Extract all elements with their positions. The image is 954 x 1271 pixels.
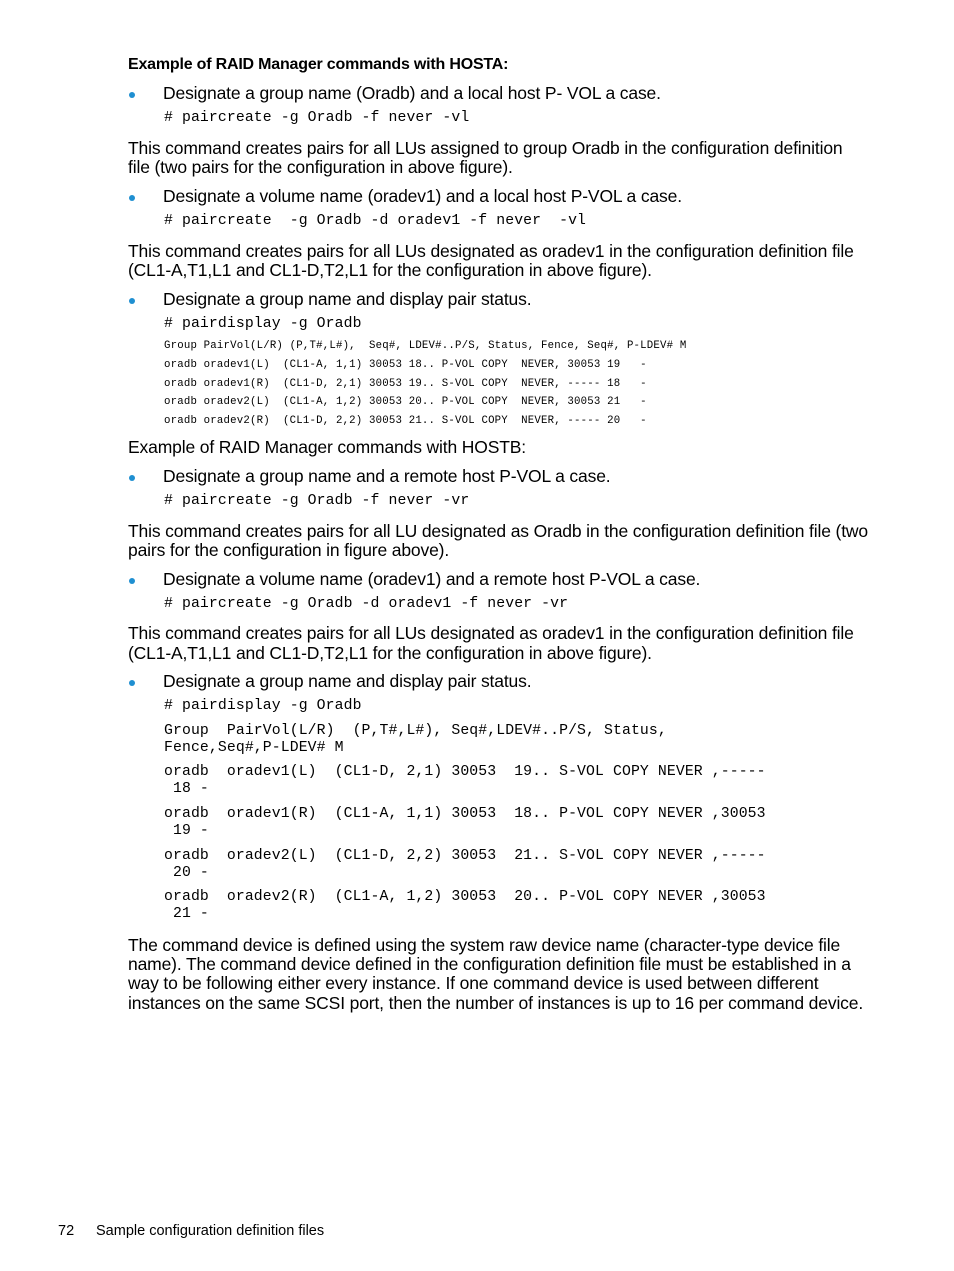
code-command: # paircreate -g Oradb -f never -vl xyxy=(164,110,470,126)
bullet-item: Designate a group name and display pair status. xyxy=(163,289,532,309)
code-command: # paircreate -g Oradb -d oradev1 -f never -vl xyxy=(164,213,587,229)
paragraph-line: This command creates pairs for all LUs designated as oradev1 in the configuration definition file xyxy=(128,241,854,261)
pairdisplay-row: oradb oradev1(L) (CL1-D, 2,1) 30053 19.. S-VOL COPY NEVER ,----- xyxy=(164,764,766,780)
bullet-icon xyxy=(129,578,135,584)
paragraph-line: (CL1-A,T1,L1 and CL1-D,T2,L1 for the configuration in above figure). xyxy=(128,643,652,663)
pairdisplay-row: oradb oradev2(L) (CL1-D, 2,2) 30053 21.. S-VOL COPY NEVER ,----- xyxy=(164,848,766,864)
paragraph-line: name). The command device defined in the configuration definition file must be established in a xyxy=(128,954,851,974)
bullet-icon xyxy=(129,298,135,304)
footer-section-title: Sample configuration definition files xyxy=(96,1223,325,1239)
paragraph-line: This command creates pairs for all LU designated as Oradb in the configuration definition file (two xyxy=(128,521,868,541)
bullet-item: Designate a volume name (oradev1) and a local host P-VOL a case. xyxy=(163,186,682,206)
paragraph-line: way to be following either every instance. If one command device is used between different xyxy=(128,973,819,993)
bullet-item: Designate a volume name (oradev1) and a remote host P-VOL a case. xyxy=(163,569,701,589)
paragraph-line: file (two pairs for the configuration in above figure). xyxy=(128,157,513,177)
pairdisplay-row: oradb oradev2(R) (CL1-A, 1,2) 30053 20.. P-VOL COPY NEVER ,30053 xyxy=(164,889,766,905)
pairdisplay-row-continuation: 21 - xyxy=(164,906,209,922)
section-heading-hosta: Example of RAID Manager commands with HOSTA: xyxy=(128,56,509,73)
paragraph-line: This command creates pairs for all LUs assigned to group Oradb in the configuration definition xyxy=(128,138,843,158)
paragraph-line: (CL1-A,T1,L1 and CL1-D,T2,L1 for the configuration in above figure). xyxy=(128,260,652,280)
pairdisplay-header-row: Group PairVol(L/R) (P,T#,L#), Seq#, LDEV#..P/S, Status, Fence, Seq#, P-LDEV# M xyxy=(164,340,687,352)
code-command: # pairdisplay -g Oradb xyxy=(164,316,362,332)
paragraph-line: The command device is defined using the system raw device name (character-type device file xyxy=(128,935,841,955)
paragraph-line: instances on the same SCSI port, then the number of instances is up to 16 per command device. xyxy=(128,993,864,1013)
pairdisplay-row: oradb oradev1(R) (CL1-D, 2,1) 30053 19.. S-VOL COPY NEVER, ----- 18 - xyxy=(164,378,647,390)
bullet-item: Designate a group name (Oradb) and a local host P- VOL a case. xyxy=(163,83,661,103)
bullet-icon xyxy=(129,92,135,98)
bullet-icon xyxy=(129,195,135,201)
code-command: # paircreate -g Oradb -f never -vr xyxy=(164,493,470,509)
pairdisplay-row-continuation: 18 - xyxy=(164,781,209,797)
page-number: 72 xyxy=(58,1223,75,1239)
paragraph-line: pairs for the configuration in figure above). xyxy=(128,540,450,560)
code-command: # paircreate -g Oradb -d oradev1 -f never -vr xyxy=(164,596,569,612)
code-command: # pairdisplay -g Oradb xyxy=(164,698,362,714)
section-heading-hostb: Example of RAID Manager commands with HOSTB: xyxy=(128,437,526,457)
pairdisplay-row-continuation: 19 - xyxy=(164,823,209,839)
pairdisplay-header-row: Group PairVol(L/R) (P,T#,L#), Seq#,LDEV#..P/S, Status, xyxy=(164,723,667,739)
pairdisplay-row-continuation: 20 - xyxy=(164,865,209,881)
bullet-item: Designate a group name and a remote host P-VOL a case. xyxy=(163,466,611,486)
pairdisplay-row: oradb oradev1(L) (CL1-A, 1,1) 30053 18.. P-VOL COPY NEVER, 30053 19 - xyxy=(164,359,647,371)
pairdisplay-row: oradb oradev2(R) (CL1-D, 2,2) 30053 21.. S-VOL COPY NEVER, ----- 20 - xyxy=(164,415,647,427)
bullet-item: Designate a group name and display pair status. xyxy=(163,671,532,691)
pairdisplay-header-row: Fence,Seq#,P-LDEV# M xyxy=(164,740,344,756)
paragraph-line: This command creates pairs for all LUs designated as oradev1 in the configuration definition file xyxy=(128,623,854,643)
pairdisplay-row: oradb oradev1(R) (CL1-A, 1,1) 30053 18.. P-VOL COPY NEVER ,30053 xyxy=(164,806,766,822)
bullet-icon xyxy=(129,475,135,481)
bullet-icon xyxy=(129,680,135,686)
pairdisplay-row: oradb oradev2(L) (CL1-A, 1,2) 30053 20.. P-VOL COPY NEVER, 30053 21 - xyxy=(164,396,647,408)
